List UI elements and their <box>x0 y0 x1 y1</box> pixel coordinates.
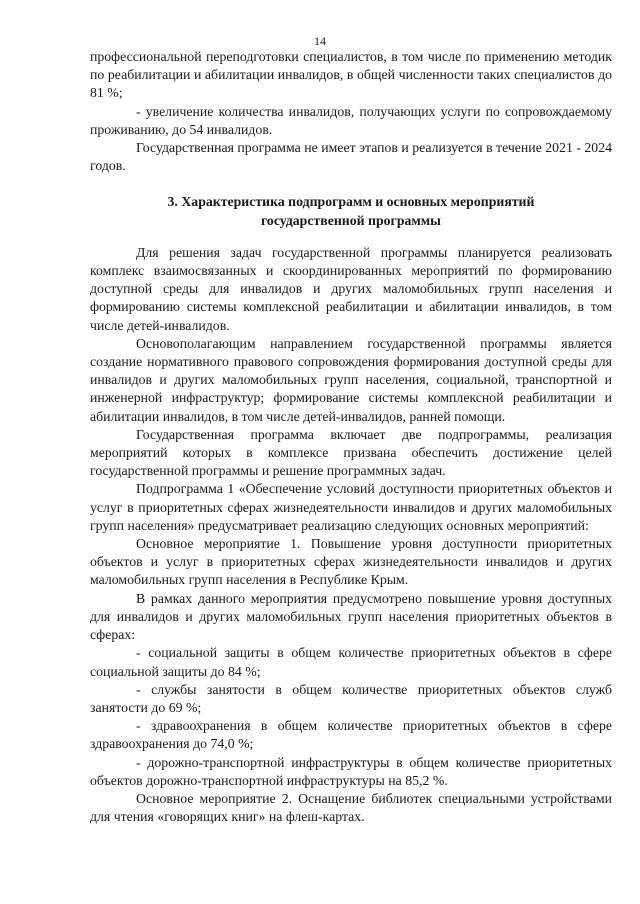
bullet-healthcare: - здравоохранения в общем количестве приоритетных объектов в сфере здравоохранения до 74,0 %; <box>90 718 612 752</box>
bullet-social-protection: - социальной защиты в общем количестве приоритетных объектов в сфере социальной защиты до 84 %; <box>90 645 612 679</box>
paragraph-continuation: профессиональной переподготовки специалистов, в том числе по применению методик по реабилитации и абилитации инвалидов, в общей численности таких специалистов до 81 %; <box>90 49 612 101</box>
paragraph-activity-scope: В рамках данного мероприятия предусмотрено повышение уровня доступных для инвалидов и других маломобильных групп населения приоритетных объектов в сферах: <box>90 590 612 643</box>
paragraph-subprograms: Государственная программа включает две подпрограммы, реализация мероприятий которых в комплексе призвана обеспечить достижение целей государственной программы и решение программных задач. <box>90 426 612 479</box>
section-heading-line-2: государственной программы <box>261 212 441 228</box>
paragraph-main-activity-1: Основное мероприятие 1. Повышение уровня доступности приоритетных объектов и услуг в приоритетных сферах жизнедеятельности инвалидов и других маломобильных групп населения в Республике Крым. <box>90 536 612 588</box>
paragraph-tasks: Для решения задач государственной программы планируется реализовать комплекс взаимосвязанных и скоординированных мероприятий по формированию доступной среды для инвалидов и других маломобильных групп населения и формированию системы комплексной реабилитации и абилитации инвалидов, в том числе детей-инвалидов. <box>90 244 612 333</box>
paragraph-main-direction: Основополагающим направлением государственной программы является создание нормативного правового сопровождения формирования доступной среды для инвалидов и других маломобильных групп населения, социальной, транспортной и инженерной инфраструктур; формирование системы комплексной реабилитации и абилитации инвалидов, в том числе детей-инвалидов, ранней помощи. <box>90 335 612 424</box>
paragraph-subprogram-1: Подпрограмма 1 «Обеспечение условий доступности приоритетных объектов и услуг в приоритетных сферах жизнедеятельности инвалидов и других маломобильных групп населения» предусматривает реализацию следующих основных мероприятий: <box>90 481 612 533</box>
section-heading-line-1: 3. Характеристика подпрограмм и основных мероприятий <box>167 194 535 210</box>
paragraph-program-period: Государственная программа не имеет этапов и реализуется в течение 2021 - 2024 годов. <box>90 140 612 174</box>
bullet-employment-service: - службы занятости в общем количестве приоритетных объектов служб занятости до 69 %; <box>90 681 612 715</box>
page-body <box>90 48 612 826</box>
section-heading <box>90 193 612 229</box>
paragraph-main-activity-2: Основное мероприятие 2. Оснащение библиотек специальными устройствами для чтения «говорящих книг» на флеш-картах. <box>90 790 612 825</box>
bullet-road-transport: - дорожно-транспортной инфраструктуры в общем количестве приоритетных объектов дорожно-транспортной инфраструктуры на 85,2 %. <box>90 754 612 788</box>
page-number: 14 <box>314 34 326 48</box>
bullet-supported-living: - увеличение количества инвалидов, получающих услуги по сопровождаемому проживанию, до 54 инвалидов. <box>90 103 612 137</box>
